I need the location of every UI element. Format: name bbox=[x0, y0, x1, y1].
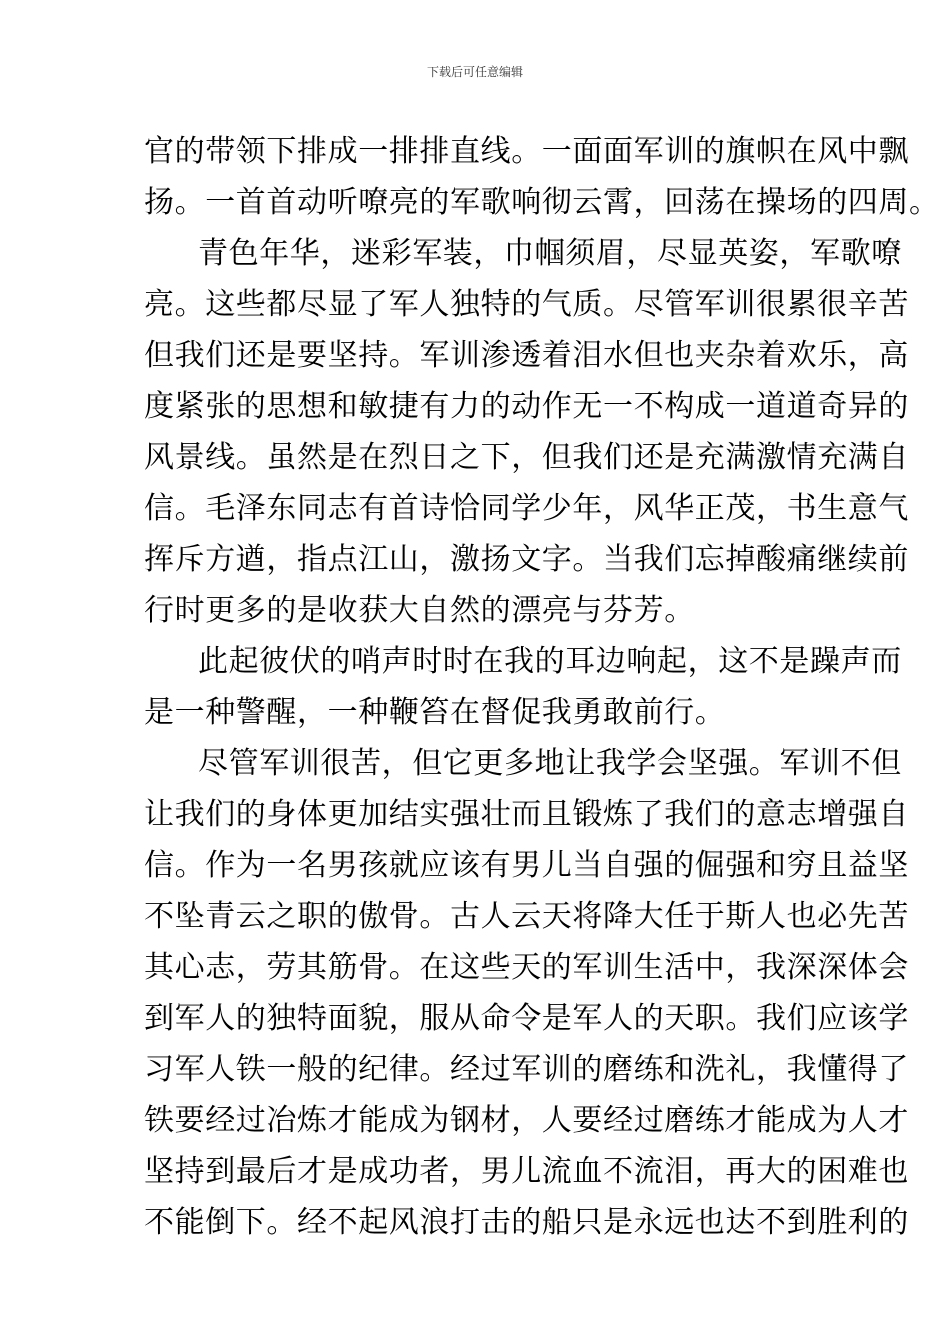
text-line: 度紧张的思想和敏捷有力的动作无一不构成一道道奇异的 bbox=[144, 389, 909, 424]
text-line: 风景线。虽然是在烈日之下，但我们还是充满激情充满自 bbox=[144, 440, 909, 475]
text-line: 亮。这些都尽显了军人独特的气质。尽管军训很累很辛苦 bbox=[144, 287, 909, 322]
text-line: 习军人铁一般的纪律。经过军训的磨练和洗礼，我懂得了 bbox=[144, 1052, 909, 1087]
text-line: 但我们还是要坚持。军训渗透着泪水但也夹杂着欢乐，高 bbox=[144, 338, 909, 373]
paragraph-start-line: 青色年华，迷彩军装，巾帼须眉，尽显英姿，军歌嘹 bbox=[198, 236, 902, 271]
paragraph-start-line: 尽管军训很苦，但它更多地让我学会坚强。军训不但 bbox=[198, 746, 902, 781]
paragraph-start-line: 此起彼伏的哨声时时在我的耳边响起，这不是躁声而 bbox=[198, 644, 902, 679]
body-text bbox=[144, 126, 940, 1248]
text-line: 其心志，劳其筋骨。在这些天的军训生活中，我深深体会 bbox=[144, 950, 909, 985]
text-line: 不能倒下。经不起风浪打击的船只是永远也达不到胜利的 bbox=[144, 1205, 909, 1240]
text-line: 不坠青云之职的傲骨。古人云天将降大任于斯人也必先苦 bbox=[144, 899, 909, 934]
text-line: 扬。一首首动听嘹亮的军歌响彻云霄，回荡在操场的四周。 bbox=[144, 185, 940, 220]
text-line: 坚持到最后才是成功者，男儿流血不流泪，再大的困难也 bbox=[144, 1154, 909, 1189]
text-line: 是一种警醒，一种鞭笞在督促我勇敢前行。 bbox=[144, 695, 726, 730]
page-header-note: 下载后可任意编辑 bbox=[426, 65, 523, 79]
text-line: 官的带领下排成一排排直线。一面面军训的旗帜在风中飘 bbox=[144, 134, 909, 169]
text-line: 信。作为一名男孩就应该有男儿当自强的倔强和穷且益坚 bbox=[144, 848, 909, 883]
text-line: 到军人的独特面貌，服从命令是军人的天职。我们应该学 bbox=[144, 1001, 909, 1036]
text-line: 挥斥方遒，指点江山，激扬文字。当我们忘掉酸痛继续前 bbox=[144, 542, 909, 577]
text-line: 铁要经过冶炼才能成为钢材，人要经过磨练才能成为人才 bbox=[144, 1103, 909, 1138]
text-line: 信。毛泽东同志有首诗恰同学少年，风华正茂，书生意气 bbox=[144, 491, 909, 526]
text-line: 行时更多的是收获大自然的漂亮与芬芳。 bbox=[144, 593, 695, 628]
text-line: 让我们的身体更加结实强壮而且锻炼了我们的意志增强自 bbox=[144, 797, 909, 832]
